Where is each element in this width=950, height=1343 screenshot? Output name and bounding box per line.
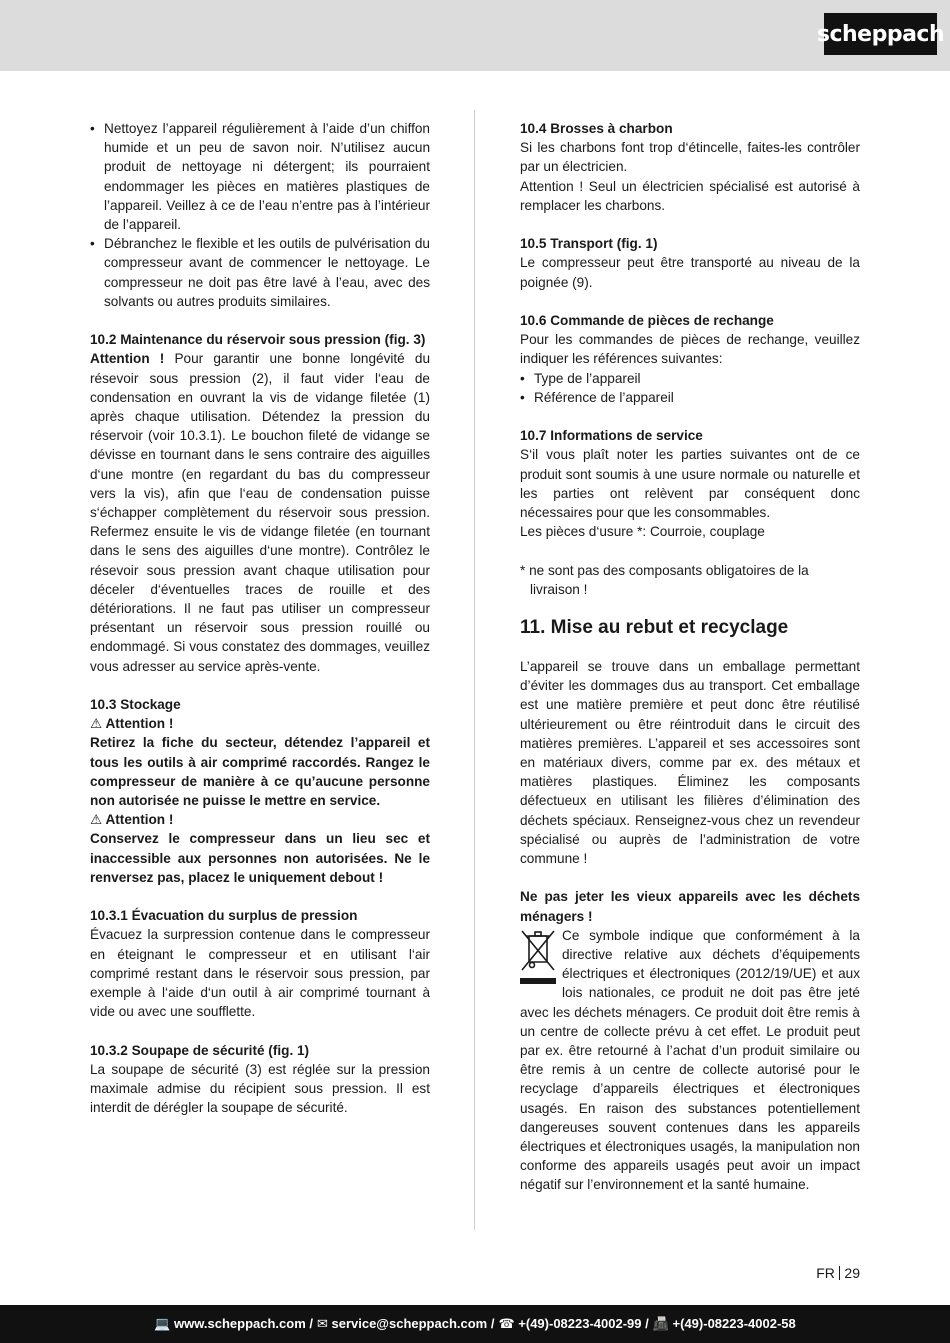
- storage-warning: Conservez le compresseur dans un lieu sec et inaccessible aux personnes non autorisées. Ne le renversez pas, placez le uniquement debout !: [90, 831, 430, 885]
- section-body-10-6: Pour les commandes de pièces de rechange, veuillez indiquer les références suivantes:: [520, 332, 860, 367]
- right-column: [520, 119, 860, 1195]
- crossed-out-wheelie-bin-icon: [520, 928, 556, 986]
- section-heading-10-7: 10.7 Informations de service: [520, 428, 703, 444]
- section-heading-10-3: 10.3 Stockage: [90, 697, 181, 713]
- attention-label: ⚠ Attention !: [90, 812, 174, 828]
- footer-website: 💻 www.scheppach.com /: [154, 1316, 313, 1331]
- list-item: • Nettoyez l’appareil régulièrement à l’aide d’un chiffon humide et un peu de savon noir. N’utilisez aucun produit de nettoyage ni détergent; ils pourraient endommager les pièces en matières plastiques de l’appareil. Veillez à ce de l’eau n’entre pas à l’intérieur de l’appareil.: [90, 119, 430, 234]
- section-body-10-7: S‘il vous plaît noter les parties suivantes ont de ce produit sont soumis à une usure normale ou naturelle et les parties ont relèvent par conséquent donc nécessaires pour que les consommables.: [520, 447, 860, 521]
- chapter-heading-11: 11. Mise au rebut et recyclage: [520, 617, 789, 639]
- section-body-10-4: Attention ! Seul un électricien spécialisé est autorisé à remplacer les charbons.: [520, 178, 860, 213]
- storage-warning: Retirez la fiche du secteur, détendez l’appareil et tous les outils à air comprimé raccordés. Rangez le compresseur de manière à ce qu’aucune personne non autorisée ne puisse le mettre en service.: [90, 735, 430, 809]
- section-heading-10-4: 10.4 Brosses à charbon: [520, 121, 673, 136]
- weee-block: [520, 926, 860, 1195]
- section-heading-10-6: 10.6 Commande de pièces de rechange: [520, 313, 774, 328]
- footnote: * ne sont pas des composants obligatoires de la livraison !: [520, 562, 809, 597]
- weee-body: Ce symbole indique que conformément à la directive relative aux déchets d’équipements électriques et électroniques (2012/19/UE) et aux lois nationales, ce produit ne doit pas être jeté avec les déchets ménagers. Ce produit doit être remis à un centre de collecte prévu à cet effet. Le produit peut par ex. être retourné à l’achat d’un produit similaire ou être remis à un centre de collecte autorisé pour le recyclage d’appareils électriques et électroniques usagés. En raison des substances potentiellement dangereuses souvent contenues dans les appareils électriques et électroniques usagés, la manipulation non conforme des appareils usagés peut avoir un impact négatif sur l’environnement et la santé humaine.: [520, 927, 860, 1193]
- list-item: • Type de l’appareil: [520, 369, 860, 388]
- footer-fax: 📠 +(49)-08223-4002-58: [652, 1316, 796, 1331]
- section-body-10-3-1: Évacuez la surpression contenue dans le compresseur en éteignant le compresseur et en utilisant l‘air comprimé restant dans le réservoir sous pression, par exemple à l‘aide d‘un outil à air comprimé tournant à vide ou avec une soufflette.: [90, 927, 430, 1020]
- left-column: [90, 119, 430, 1118]
- footer-phone: ☎ +(49)-08223-4002-99 /: [498, 1316, 649, 1331]
- footer-contact-bar: [0, 1305, 950, 1343]
- wear-parts: Les pièces d‘usure *: Courroie, couplage: [520, 524, 765, 540]
- section-heading-10-5: 10.5 Transport (fig. 1): [520, 236, 658, 252]
- section-body-10-2: Attention ! Pour garantir une bonne longévité du résevoir sous pression (2), il faut vider l‘eau de condensation en ouvrant la vis de vidange filetée (1) après chaque utilisation. Détendez la pression du réservoir (voir 10.3.1). Le bouchon fileté de vidange se dévisse en tournant dans le sens contraire des aiguilles d‘une montre (en regardant du bas du compresseur vers la vis), afin que l‘eau de condensation puisse s‘échapper complètement du réservoir sous pression. Refermez ensuite le vis de vidange filetée (en tournant dans le sens des aiguilles d‘une montre). Contrôlez le résevoir sous pression avant chaque utilisation pour déceler d‘éventuelles traces de rouille et des détériorations. Il ne faut pas utiliser un compresseur présentant un réservoir sous pression rouillé ou endommagé. Si vous constatez des dommages, veuillez vous adresser au service après-vente.: [90, 351, 431, 674]
- section-heading-10-3-1: 10.3.1 Évacuation du surplus de pression: [90, 908, 358, 924]
- cleaning-bullets: [90, 119, 430, 311]
- reference-list: [520, 369, 860, 407]
- section-body-10-5: Le compresseur peut être transporté au niveau de la poignée (9).: [520, 255, 860, 290]
- header-band: [0, 0, 950, 71]
- column-divider: [474, 110, 475, 1230]
- list-item: • Débranchez le flexible et les outils de pulvérisation du compresseur avant de commencer le nettoyage. Le compresseur ne doit pas être lavé à l’eau, avec des solvants ou autres produits similaires.: [90, 234, 430, 311]
- chapter-body-11: L’appareil se trouve dans un emballage permettant d’éviter les dommages dus au transport. Cet emballage est une matière première et peut donc être réutilisé ultérieurement ou être réintroduit dans le circuit des matières premières. L’appareil et ses accessoires sont en matériaux divers, comme par ex. des métaux et matières plastiques. Éliminez les composants défectueux en utilisant les filières d’élimination des déchets spéciaux. Renseignez-vous chez un revendeur spécialisé ou auprès de l’administration de votre commune !: [520, 659, 860, 867]
- page-number: FR 29: [816, 1265, 860, 1281]
- attention-label: ⚠ Attention !: [90, 716, 174, 732]
- section-heading-10-2: 10.2 Maintenance du réservoir sous pression (fig. 3): [90, 332, 426, 348]
- section-body-10-4: Si les charbons font trop d‘étincelle, faites-les contrôler par un électricien.: [520, 140, 860, 175]
- footer-email: ✉ service@scheppach.com /: [316, 1316, 495, 1331]
- list-item: • Référence de l’appareil: [520, 388, 860, 407]
- section-body-10-3-2: La soupape de sécurité (3) est réglée sur la pression maximale admise du récipient sous pression. Il est interdit de dérégler la soupape de sécurité.: [90, 1061, 430, 1116]
- section-heading-10-3-2: 10.3.2 Soupape de sécurité (fig. 1): [90, 1042, 310, 1058]
- weee-heading: Ne pas jeter les vieux appareils avec les déchets ménagers !: [520, 889, 860, 924]
- scheppach-logo: scheppach: [824, 13, 937, 55]
